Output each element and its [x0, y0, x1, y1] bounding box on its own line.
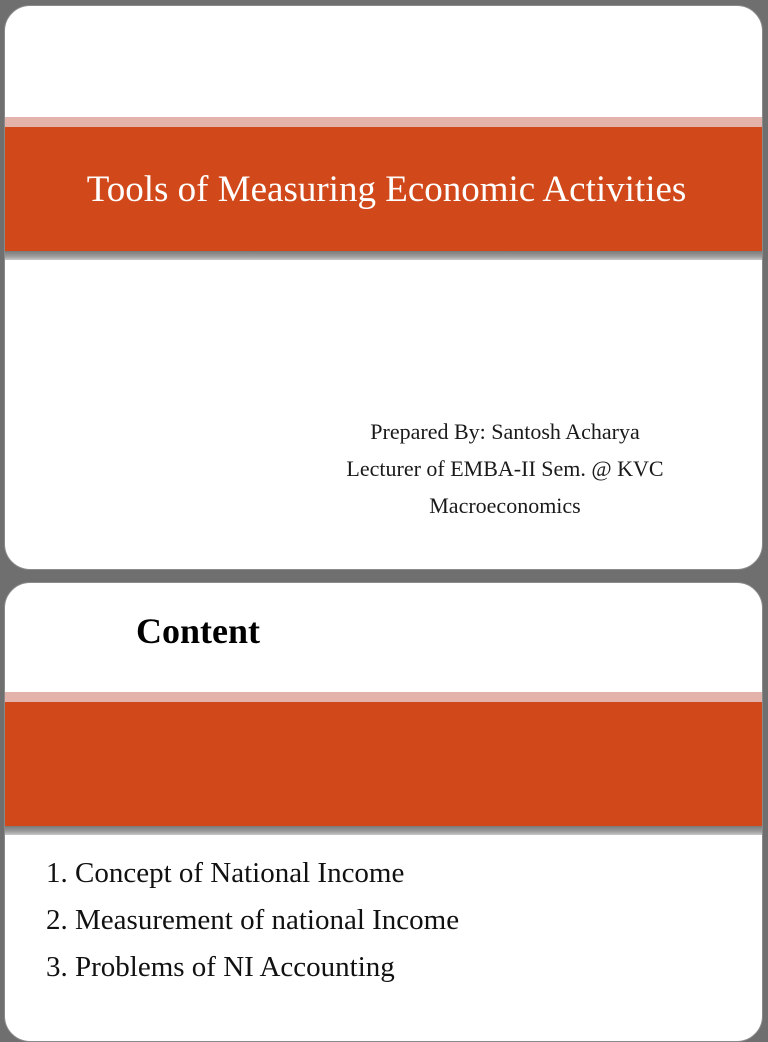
subject-text: Macroeconomics — [429, 493, 581, 518]
content-band — [5, 702, 762, 826]
content-slide — [4, 582, 763, 1042]
title-slide — [4, 5, 763, 570]
content-list — [46, 850, 459, 991]
content-band-highlight — [5, 692, 762, 702]
title-band-shadow — [5, 251, 762, 260]
author-block — [305, 413, 705, 524]
list-item: 3. Problems of NI Accounting — [46, 951, 395, 983]
prepared-by-text: Prepared By: Santosh Acharya — [370, 419, 640, 444]
title-band-highlight — [5, 117, 762, 127]
slide-title: Tools of Measuring Economic Activities — [86, 168, 687, 210]
content-heading: Content — [136, 611, 260, 651]
content-band-shadow — [5, 826, 762, 835]
lecturer-text: Lecturer of EMBA-II Sem. @ KVC — [346, 456, 664, 481]
list-item: 2. Measurement of national Income — [46, 904, 460, 936]
list-item: 1. Concept of National Income — [46, 857, 405, 889]
